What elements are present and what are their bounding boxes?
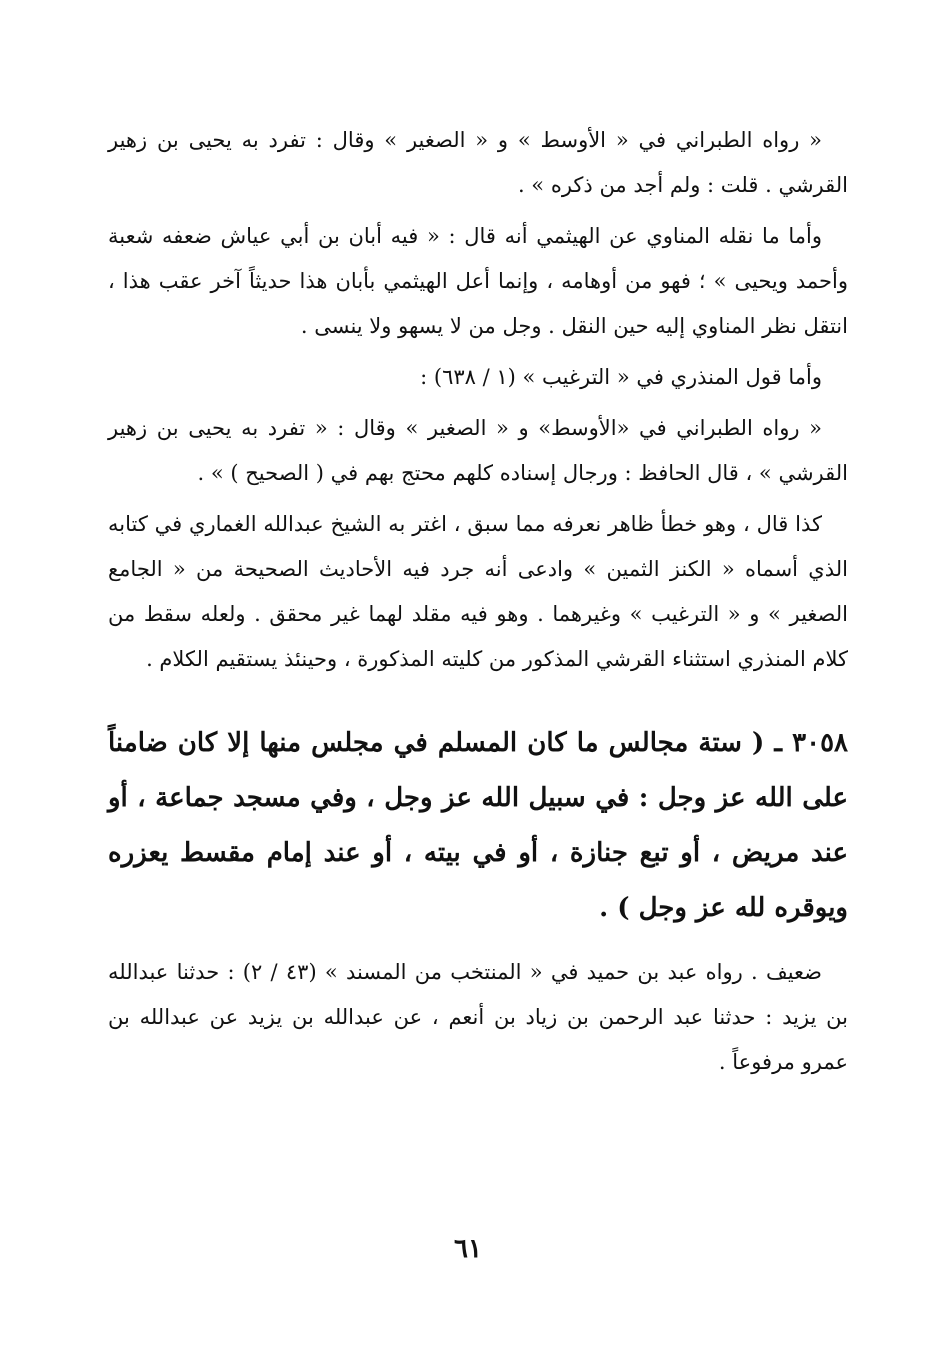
grading-paragraph: ضعيف . رواه عبد بن حميد في « المنتخب من المسند » (٤٣ / ٢) : حدثنا عبدالله بن يزيد : حدثنا عبد الرحمن بن زياد بن أنعم ، عن عبدالله بن يزيد عن عبدالله بن عمرو مرفوعاً . [108,960,848,1074]
commentary-paragraph-3: كذا قال ، وهو خطأ ظاهر نعرفه مما سبق ، اغتر به الشيخ عبدالله الغماري في كتابه الذي أسماه « الكنز الثمين » وادعى أنه جرد فيه الأحاديث الصحيحة من « الجامع الصغير » و « الترغيب » وغيرهما . وهو فيه مقلد لهما غير محقق . ولعله سقط من كلام المنذري استثناء القرشي المذكور من كليته المذكورة ، وحينئذ يستقيم الكلام . [108,512,848,671]
page-number: ٦١ [454,1234,482,1264]
book-page [108,118,848,1320]
commentary-paragraph-2: وأما قول المنذري في « الترغيب » (١ / ٦٣٨) : [420,365,822,389]
quote-paragraph-1: « رواه الطبراني في « الأوسط » و « الصغير » وقال : تفرد به يحيى بن زهير القرشي . قلت : ولم أجد من ذكره » . [108,128,848,197]
commentary-paragraph-1: وأما ما نقله المناوي عن الهيثمي أنه قال : « فيه أبان بن أبي عياش ضعفه شعبة وأحمد ويحيى » ؛ فهو من أوهامه ، وإنما أعل الهيثمي بأبان هذا حديثاً آخر عقب هذا ، انتقل نظر المناوي إليه حين النقل . وجل من لا يسهو ولا ينسى . [108,224,848,338]
hadith-text: ٣٠٥٨ ـ ( ستة مجالس ما كان المسلم في مجلس منها إلا كان ضامناً على الله عز وجل : في سبيل الله عز وجل ، وفي مسجد جماعة ، أو عند مريض ، أو تبع جنازة ، أو في بيته ، أو عند إمام مقسط يعزره ويوقره لله عز وجل ) . [108,728,848,923]
quote-paragraph-2: « رواه الطبراني في «الأوسط» و « الصغير » وقال : « تفرد به يحيى بن زهير القرشي » ، قال الحافظ : ورجال إسناده كلهم محتج بهم في ( الصحيح ) » . [108,416,848,485]
